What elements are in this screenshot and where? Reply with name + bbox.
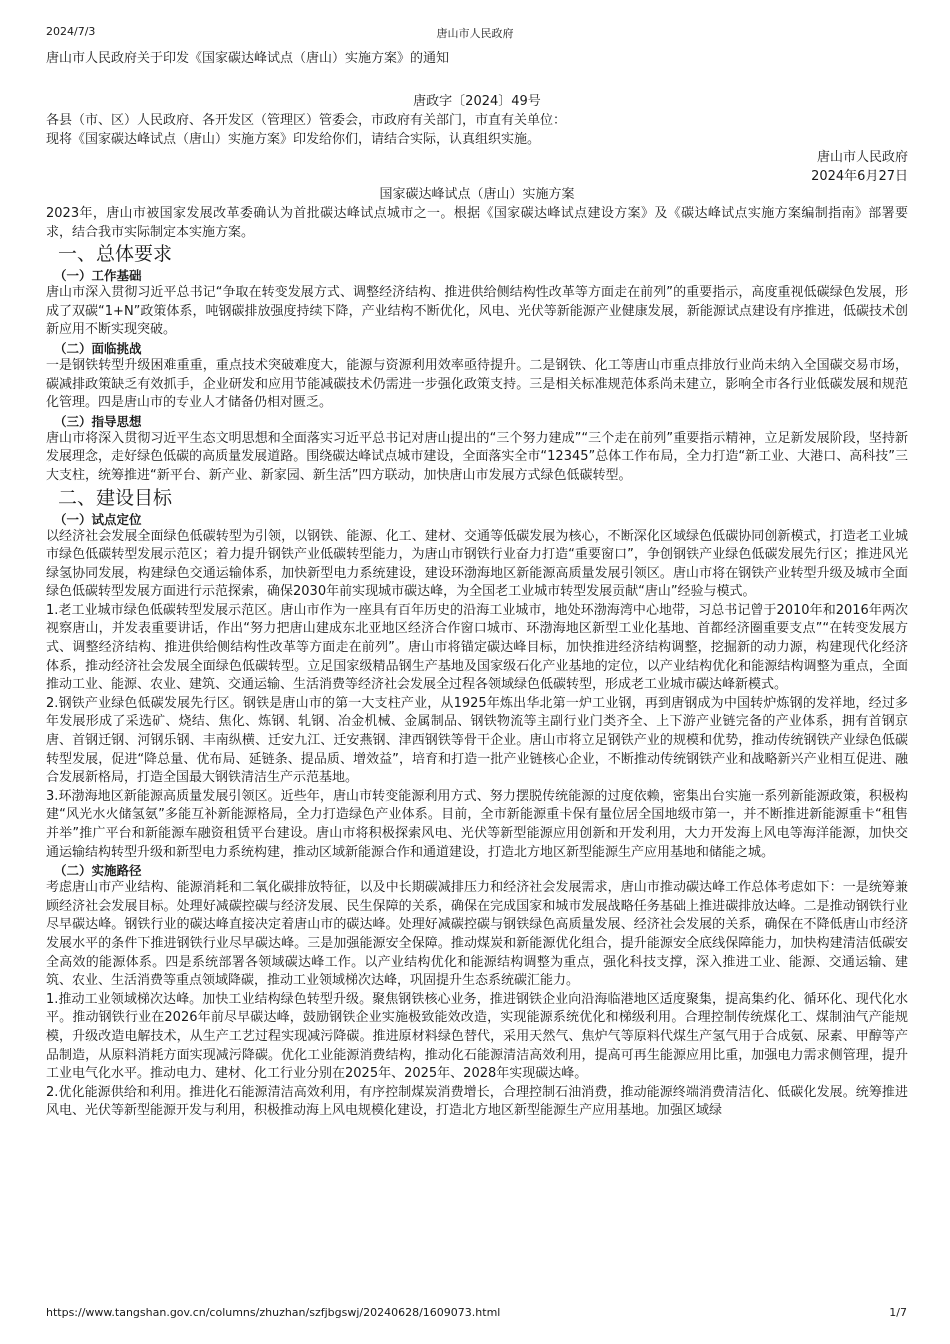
subsection-heading: （二）面临挑战 <box>54 340 142 356</box>
paragraph: 以经济社会发展全面绿色低碳转型为引领，以钢铁、能源、化工、建材、交通等低碳发展为核心，不断深化区域绿色低碳协同创新模式，打造老工业城市绿色低碳转型发展示范区；着力提升钢铁产业低碳转型能力，为唐山市钢铁行业奋力打造“重要窗口”，争创钢铁产业绿色低碳发展先行区；推进风光绿氢协同发展，构建绿色交通运输体系，加快新型电力系统建设，建设环渤海地区新能源高质量发展引领区。唐山市将在钢铁产业转型升级及城市全面绿色低碳转型发展方面进行示范探索，确保2030年前实现城市碳达峰，为全国老工业城市转型发展贡献“唐山”经验与模式。 <box>46 528 908 600</box>
issue-date: 2024年6月27日 <box>811 168 908 184</box>
section-heading: 二、建设目标 <box>58 486 173 509</box>
page-number: 1/7 <box>889 1306 907 1319</box>
paragraph: 唐山市将深入贯彻习近平生态文明思想和全面落实习近平总书记对唐山提出的“三个努力建成”“三个走在前列”重要指示精神，立足新发展阶段，坚持新发展理念，走好绿色低碳的高质量发展道路。围绕碳达峰试点城市建设，全面落实全市“12345”总体工作布局，全力打造“新工业、大港口、高科技”三大支柱，统筹推进“新平台、新产业、新家园、新生活”四方联动，加快唐山市发展方式绿色低碳转型。 <box>46 430 908 483</box>
paragraph: 2.钢铁产业绿色低碳发展先行区。钢铁是唐山市的第一大支柱产业，从1925年炼出华北第一炉工业钢，再到唐钢成为中国转炉炼钢的发祥地，经过多年发展形成了采选矿、烧结、焦化、炼钢、轧钢、冶金机械、金属制品、钢铁物流等主副行业门类齐全、上下游产业链完备的产业体系，拥有首钢京唐、首钢迁钢、河钢乐钢、丰南纵横、迁安九江、迁安燕钢、津西钢铁等骨干企业。唐山市将立足钢铁产业的规模和优势，推动传统钢铁产业绿色低碳转型发展，促进“降总量、优布局、延链条、提品质、增效益”，培育和打造一批产业链核心企业，不断推动传统钢铁产业和战略新兴产业相互促进、融合发展新格局，打造全国最大钢铁清洁生产示范基地。 <box>46 695 908 786</box>
notice-body: 现将《国家碳达峰试点（唐山）实施方案》印发给你们，请结合实际，认真组织实施。 <box>46 131 541 147</box>
paragraph: 唐山市深入贯彻习近平总书记“争取在转变发展方式、调整经济结构、推进供给侧结构性改革等方面走在前列”的重要指示，高度重视低碳绿色发展，形成了双碳“1+N”政策体系，吨钢碳排放强度持续下降，产业结构不断优化，风电、光伏等新能源产业健康发展，新能源试点建设有序推进，低碳技术创新应用不断实现突破。 <box>46 285 908 338</box>
print-date: 2024/7/3 <box>46 25 96 38</box>
section-heading: 一、总体要求 <box>58 243 173 266</box>
subsection-heading: （二）实施路径 <box>54 863 142 879</box>
paragraph: 3.环渤海地区新能源高质量发展引领区。近些年，唐山市转变能源利用方式、努力摆脱传统能源的过度依赖，密集出台实施一系列新能源政策，积极构建“风光水火储氢氨”多能互补新能源格局，全力打造绿色产业体系。目前，全市新能源重卡保有量位居全国地级市第一，并不断推进新能源重卡“租售并举”推广平台和新能源车融资租赁平台建设。唐山市将积极探索风电、光伏等新型能源应用创新和开发利用，大力开发海上风电等海洋能源，加快交通运输结构转型升级和新型电力系统构建，推动区域新能源合作和通道建设，打造北方地区新型能源生产应用基地和储能之城。 <box>46 788 908 860</box>
subsection-heading: （一）试点定位 <box>54 511 142 527</box>
recipients: 各县（市、区）人民政府、各开发区（管理区）管委会，市政府有关部门，市直有关单位： <box>46 113 567 128</box>
document-number: 唐政字〔2024〕49号 <box>413 94 541 109</box>
subsection-heading: （三）指导思想 <box>54 413 142 429</box>
subsection-heading: （一）工作基础 <box>54 268 142 284</box>
page-url: https://www.tangshan.gov.cn/columns/zhuzhan/szfjbgswj/20240628/1609073.html <box>46 1306 501 1319</box>
document-body <box>46 48 908 1121</box>
paragraph: 一是钢铁转型升级困难重重，重点技术突破难度大，能源与资源利用效率亟待提升。二是钢铁、化工等唐山市重点排放行业尚未纳入全国碳交易市场，碳减排政策缺乏有效抓手，企业研发和应用节能减碳技术仍需进一步强化政策支持。三是相关标准规范体系尚未建立，影响全市各行业低碳发展和规范化管理。四是唐山市的专业人才储备仍相对匮乏。 <box>46 357 908 411</box>
paragraph: 1.老工业城市绿色低碳转型发展示范区。唐山市作为一座具有百年历史的沿海工业城市，地处环渤海湾中心地带，习总书记曾于2010年和2016年两次视察唐山，并发表重要讲话，作出“努力把唐山建成东北亚地区经济合作窗口城市、环渤海地区新型工业化基地、首都经济圈重要支点”“在转变发展方式、调整经济结构、推进供给侧结构性改革等方面走在前列”。唐山市将锚定碳达峰目标，加快推进经济结构调整，挖掘新的动力源，构建现代化经济体系，推动经济社会发展全面绿色低碳转型。立足国家级精品钢生产基地及国家级石化产业基地的定位，以产业结构优化和能源结构调整为重点，全面推动工业、能源、农业、建筑、交通运输、生活消费等经济社会发展全过程各领域绿色低碳转型，形成老工业城市碳达峰新模式。 <box>46 602 908 693</box>
plan-intro: 2023年，唐山市被国家发展改革委确认为首批碳达峰试点城市之一。根据《国家碳达峰试点建设方案》及《碳达峰试点实施方案编制指南》部署要求，结合我市实际制定本实施方案。 <box>46 205 908 240</box>
notice-title: 唐山市人民政府关于印发《国家碳达峰试点（唐山）实施方案》的通知 <box>46 51 450 66</box>
paragraph: 1.推动工业领域梯次达峰。加快工业结构绿色转型升级。聚焦钢铁核心业务，推进钢铁企业向沿海临港地区适度聚集，提高集约化、循环化、现代化水平。推动钢铁行业在2026年前尽早碳达峰，鼓励钢铁企业实施极致能效改造，实现能源系统优化和梯级利用。合理控制传统煤化工、煤制油气产能规模，升级改造电解技术，从生产工艺过程实现减污降碳。推进原材料绿色替代，采用天然气、焦炉气等原料代煤生产氢气用于合成氨、尿素、甲醇等产品制造，从原料消耗方面实现减污降碳。优化工业能源消费结构，推动化石能源清洁高效利用，提高可再生能源应用比重，加强电力需求侧管理，提升工业电气化水平。推动电力、建材、化工行业分别在2025年、2025年、2028年实现碳达峰。 <box>46 991 908 1082</box>
paragraph: 2.优化能源供给和利用。推进化石能源清洁高效利用，有序控制煤炭消费增长，合理控制石油消费，推动能源终端消费清洁化、低碳化发展。统筹推进风电、光伏等新型能源开发与利用，积极推动海上风电规模化建设，打造北方地区新型能源生产应用基地。加强区域绿 <box>46 1084 908 1119</box>
paragraph: 考虑唐山市产业结构、能源消耗和二氧化碳排放特征，以及中长期碳减排压力和经济社会发展需求，唐山市推动碳达峰工作总体考虑如下：一是统筹兼顾经济社会发展目标。处理好减碳控碳与经济发展、民生保障的关系，确保在完成国家和城市发展战略任务基础上推进碳排放达峰。二是推动钢铁行业尽早碳达峰。钢铁行业的碳达峰直接决定着唐山市的碳达峰。处理好减碳控碳与钢铁绿色高质量发展、经济社会发展的关系，确保在不降低唐山市经济发展水平的条件下推进钢铁行业尽早碳达峰。三是加强能源安全保障。推动煤炭和新能源优化组合，提升能源安全底线保障能力，加快构建清洁低碳安全高效的能源体系。四是系统部署各领域碳达峰工作。以产业结构优化和能源结构调整为重点，强化科技支撑，深入推进工业、能源、交通运输、建筑、农业、生活消费等重点领域降碳，推动工业领域梯次达峰，巩固提升生态系统碳汇能力。 <box>46 880 908 989</box>
site-name: 唐山市人民政府 <box>436 27 514 40</box>
issuer: 唐山市人民政府 <box>816 150 908 166</box>
plan-title: 国家碳达峰试点（唐山）实施方案 <box>379 187 575 203</box>
